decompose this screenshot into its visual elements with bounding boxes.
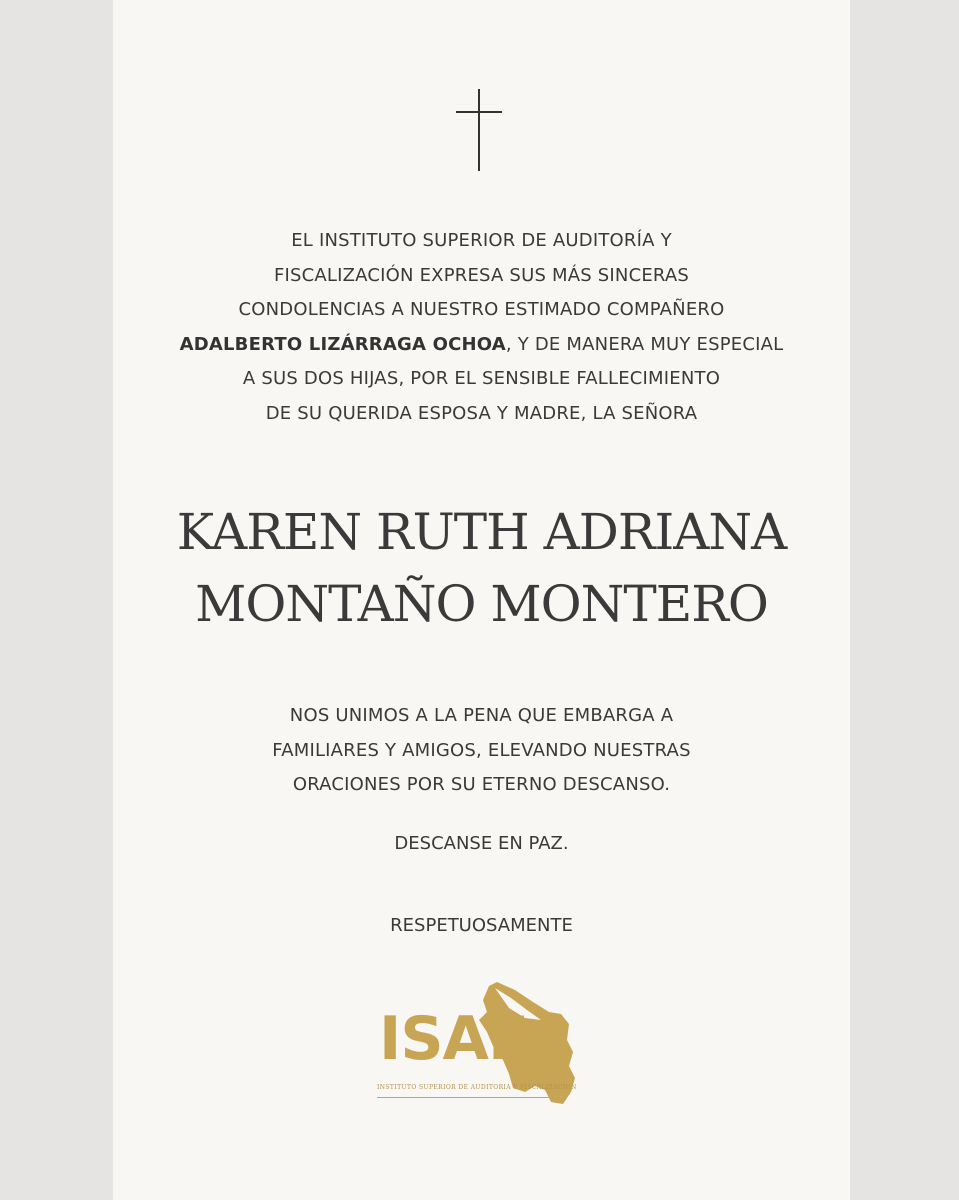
closing-message <box>113 699 850 803</box>
closing-line-1: NOS UNIMOS A LA PENA QUE EMBARGA A <box>289 705 674 726</box>
rest-in-peace: DESCANSE EN PAZ. <box>394 833 569 854</box>
intro-line-1: EL INSTITUTO SUPERIOR DE AUDITORÍA Y <box>291 230 672 251</box>
isaf-logo-letters: ISAF <box>379 1004 528 1074</box>
deceased-name-line-2: MONTAÑO MONTERO <box>195 575 768 633</box>
intro-line-5: A SUS DOS HIJAS, POR EL SENSIBLE FALLECIMIENTO <box>242 368 721 389</box>
intro-line-2: FISCALIZACIÓN EXPRESA SUS MÁS SINCERAS <box>273 264 690 286</box>
intro-line-3: CONDOLENCIAS A NUESTRO ESTIMADO COMPAÑERO <box>238 299 725 320</box>
signoff: RESPETUOSAMENTE <box>390 915 573 936</box>
closing-line-2: FAMILIARES Y AMIGOS, ELEVANDO NUESTRAS <box>272 739 691 761</box>
intro-line-4-rest: , Y DE MANERA MUY ESPECIAL <box>505 333 784 355</box>
closing-line-3: ORACIONES POR SU ETERNO DESCANSO. <box>292 774 671 795</box>
deceased-name <box>113 496 850 640</box>
deceased-name-line-1: KAREN RUTH ADRIANA <box>176 503 787 561</box>
intro-line-6: DE SU QUERIDA ESPOSA Y MADRE, LA SEÑORA <box>265 402 698 424</box>
isaf-logo <box>375 982 595 1107</box>
colleague-name: ADALBERTO LIZÁRRAGA OCHOA <box>179 333 506 355</box>
condolence-card <box>113 0 850 1200</box>
isaf-logo-rule <box>377 1097 561 1098</box>
intro-line-4 <box>113 328 850 363</box>
cross-icon <box>456 89 504 171</box>
condolence-message <box>113 224 850 431</box>
isaf-logo-subtitle: INSTITUTO SUPERIOR DE AUDITORIA Y FISCALIZACION <box>377 1084 577 1091</box>
